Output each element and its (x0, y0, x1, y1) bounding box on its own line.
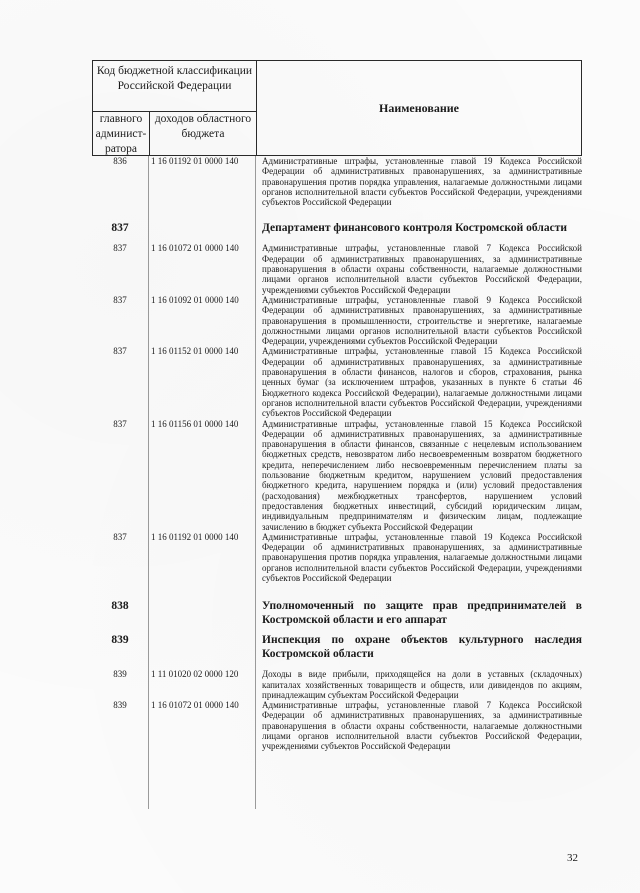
table-row (92, 532, 582, 583)
revenue-code: 1 16 01156 01 0000 140 (151, 418, 239, 429)
admin-column-title: главного админист-ратора (95, 113, 147, 155)
code-group-title: Код бюджетной классификации Российской Федерации (96, 65, 253, 92)
budget-table (92, 156, 582, 752)
revenue-code (148, 633, 258, 661)
revenue-code: 1 16 01152 01 0000 140 (151, 346, 239, 357)
revenue-code: 1 16 01072 01 0000 140 (151, 700, 239, 711)
section-title: Уполномоченный по защите прав предпринимателей в Костромской области и его аппарат (262, 600, 582, 627)
table-row (92, 419, 582, 532)
revenue-name: Административные штрафы, установленные главой 9 Кодекса Российской Федерации об административных правонарушениях, за административные правонарушения в промышленности, строительстве и энергетике, налагаемые должностными лицами органов исполнительной власти субъектов Российской Федерации, учреждениями субъектов Российской Федерации (262, 294, 582, 347)
revenue-name: Административные штрафы, установленные главой 19 Кодекса Российской Федерации об административных правонарушениях, за административные правонарушения против порядка управления, налагаемые должностными лицами органов исполнительной власти субъектов Российской Федерации, учреждениями субъектов Российской Федерации (262, 156, 582, 208)
name-column-title: Наименование (379, 101, 459, 115)
revenue-code (148, 221, 258, 235)
revenue-name: Доходы в виде прибыли, приходящейся на доли в уставных (складочных) капиталах хозяйственных товариществ и обществ, или дивидендов по акциям, принадлежащим субъектам Российской Федерации (262, 669, 582, 700)
admin-code: 839 (113, 669, 127, 680)
table-row (92, 156, 582, 207)
admin-code: 839 (111, 634, 129, 647)
table-row (92, 295, 582, 346)
admin-code: 837 (113, 418, 127, 429)
table-row (92, 243, 582, 294)
admin-code: 837 (111, 222, 129, 235)
revenue-code: 1 11 01020 02 0000 120 (151, 669, 239, 680)
revenue-name: Административные штрафы, установленные главой 15 Кодекса Российской Федерации об административных правонарушениях, за административные правонарушения в области финансов, связанные с нецелевым использованием бюджетных средств, невозвратом либо несвоевременным возвратом бюджетного кредита, неперечислением либо несвоевременным перечислением платы за пользование бюджетным кредитом, нарушением условий предоставления бюджетного кредита, нарушением порядка и (или) условий предоставления (расходования) межбюджетных трансфертов, нарушением условий предоставления бюджетных инвестиций, субсидий юридическим лицам, индивидуальным предпринимателям и физическим лицам, подлежащие зачислению в бюджет субъекта Российской Федерации (262, 418, 582, 532)
section-title: Департамент финансового контроля Костромской области (262, 222, 567, 235)
section-row (92, 633, 582, 661)
revenue-name: Административные штрафы, установленные главой 15 Кодекса Российской Федерации об административных правонарушениях, за административные правонарушения в области финансов, налогов и сборов, страхования, рынка ценных бумаг (за исключением штрафов, указанных в пункте 6 статьи 46 Бюджетного кодекса Российской Федерации), налагаемые должностными лицами органов исполнительной власти субъектов Российской Федерации, учреждениями субъектов Российской Федерации (262, 346, 582, 419)
revenue-name: Административные штрафы, установленные главой 19 Кодекса Российской Федерации об административных правонарушениях, за административные правонарушения против порядка управления, налагаемые должностными лицами органов исполнительной власти субъектов Российской Федерации, учреждениями субъектов Российской Федерации (262, 531, 582, 583)
section-row (92, 221, 582, 235)
revenue-code: 1 16 01092 01 0000 140 (151, 294, 239, 305)
table-row (92, 669, 582, 700)
table-row (92, 700, 582, 751)
section-row (92, 599, 582, 627)
admin-code: 839 (113, 700, 127, 711)
revenue-name: Административные штрафы, установленные главой 7 Кодекса Российской Федерации об административных правонарушениях, за административные правонарушения в области охраны собственности, налагаемые должностными лицами органов исполнительной власти субъектов Российской Федерации, учреждениями субъектов Российской Федерации (262, 700, 582, 752)
revenue-column-title: доходов областного бюджета (154, 113, 252, 140)
admin-code: 837 (113, 346, 127, 357)
revenue-name: Административные штрафы, установленные главой 7 Кодекса Российской Федерации об административных правонарушениях, за административные правонарушения в области охраны собственности, налагаемые должностными лицами органов исполнительной власти субъектов Российской Федерации, учреждениями субъектов Российской Федерации (262, 243, 582, 295)
page-number: 32 (567, 852, 578, 864)
table-header (92, 60, 582, 156)
admin-code: 837 (113, 243, 127, 254)
revenue-code: 1 16 01192 01 0000 140 (151, 531, 239, 542)
revenue-code: 1 16 01192 01 0000 140 (151, 156, 239, 166)
revenue-code (148, 599, 258, 627)
admin-code: 838 (111, 600, 129, 613)
revenue-code: 1 16 01072 01 0000 140 (151, 243, 239, 254)
admin-code: 836 (113, 156, 127, 166)
table-row (92, 346, 582, 418)
admin-code: 837 (113, 294, 127, 305)
section-title: Инспекция по охране объектов культурного наследия Костромской области (262, 634, 582, 661)
admin-code: 837 (113, 531, 127, 542)
